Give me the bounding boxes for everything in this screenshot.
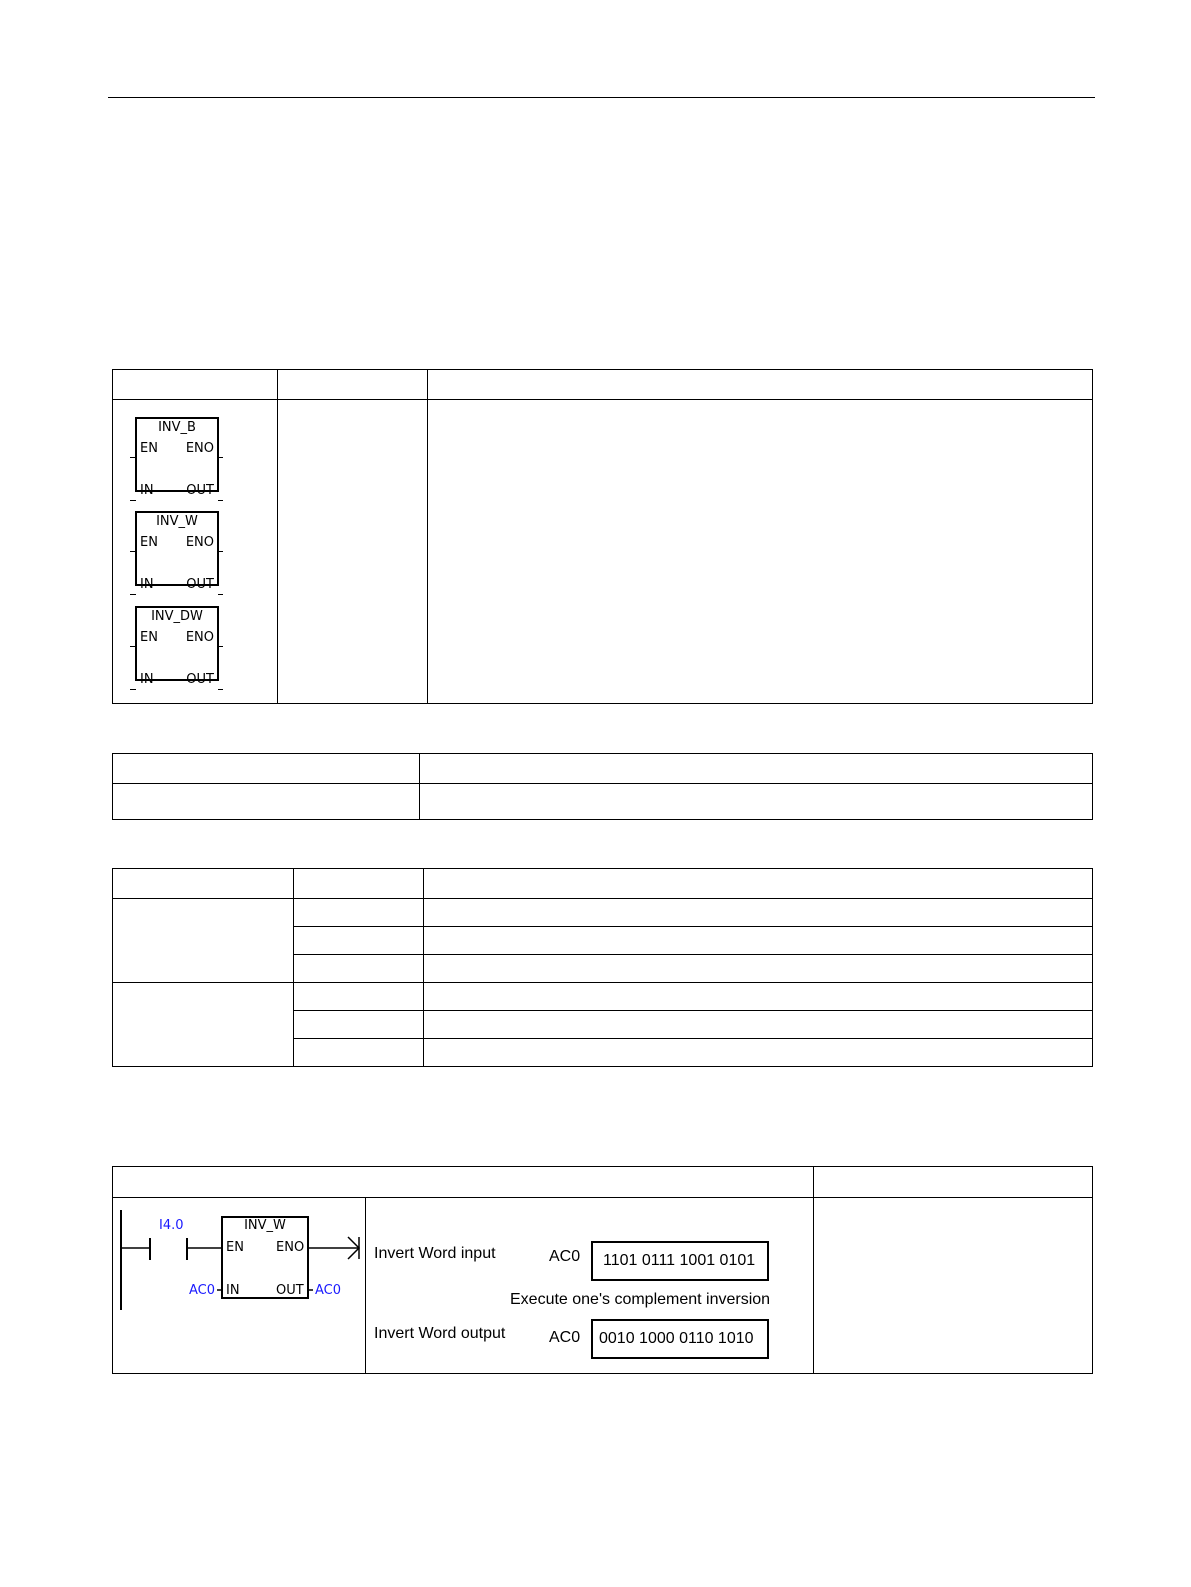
in-operand: AC0 [189, 1283, 216, 1298]
box-title: INV_W [244, 1218, 286, 1233]
example-ladder-cell [113, 1198, 366, 1374]
data-types-table [112, 868, 1093, 1067]
box-out-pin: OUT [276, 1283, 304, 1298]
contact-address: I4.0 [159, 1218, 184, 1233]
example-explanation-cell [366, 1198, 814, 1374]
output-register: AC0 [549, 1329, 581, 1346]
operation-caption: Execute one's complement inversion [510, 1291, 771, 1308]
inv-dw-block: INV_DW EN ENO IN OUT [123, 600, 223, 684]
inv-b-block: INV_B EN ENO IN OUT [123, 411, 223, 495]
box-in-pin: IN [226, 1283, 240, 1298]
operand-table [112, 753, 1093, 820]
box-eno-pin: ENO [276, 1240, 305, 1255]
input-register: AC0 [549, 1248, 581, 1265]
inv-w-block: INV_W EN ENO IN OUT [123, 505, 223, 589]
example-table [112, 1166, 1093, 1374]
output-label: Invert Word output [374, 1325, 506, 1342]
input-value-box: 1101 0111 1001 0101 [591, 1241, 769, 1281]
ladder-symbols-cell [113, 400, 278, 704]
instruction-table [112, 369, 1093, 704]
out-operand: AC0 [315, 1283, 342, 1298]
input-label: Invert Word input [374, 1245, 496, 1262]
box-en-pin: EN [226, 1240, 244, 1255]
header-rule [108, 97, 1095, 98]
output-value-box: 0010 1000 0110 1010 [591, 1319, 769, 1359]
